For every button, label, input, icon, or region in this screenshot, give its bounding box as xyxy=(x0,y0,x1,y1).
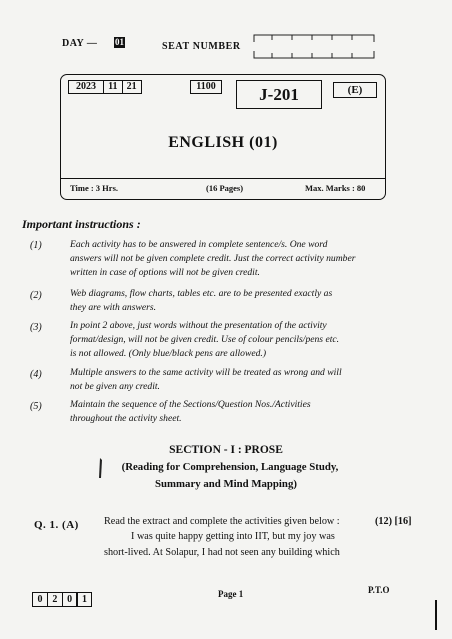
seat-number-label: SEAT NUMBER xyxy=(162,41,241,52)
question-marks: (12) [16] xyxy=(375,516,412,527)
instruction-line: not be given any credit. xyxy=(70,381,160,392)
day-value: 01 xyxy=(115,37,124,47)
section-title: SECTION - I : PROSE xyxy=(169,444,283,456)
exam-duration: Time : 3 Hrs. xyxy=(70,183,119,193)
instruction-line: In point 2 above, just words without the presentation of the activity xyxy=(70,320,327,331)
instruction-line: Each activity has to be answered in complete sentence/s. One word xyxy=(70,239,328,250)
question-text: Read the extract and complete the activities given below : xyxy=(104,516,340,527)
instruction-line: Web diagrams, flow charts, tables etc. are to be presented exactly as xyxy=(70,288,333,299)
instruction-line: throughout the activity sheet. xyxy=(70,413,182,424)
instruction-line: Maintain the sequence of the Sections/Question Nos./Activities xyxy=(70,399,311,410)
instruction-number: (5) xyxy=(30,401,42,412)
exam-time-code: 1100 xyxy=(190,80,222,94)
passage-line: I was quite happy getting into IIT, but my joy was xyxy=(131,531,335,542)
pto-label: P.T.O xyxy=(368,585,390,595)
instruction-line: answers will not be given complete credit. Just the correct activity number xyxy=(70,253,356,264)
instruction-line: written in case of options will not be given credit. xyxy=(70,267,260,278)
code-digit: 0 xyxy=(62,592,78,607)
seat-number-box xyxy=(252,33,376,60)
max-marks: Max. Marks : 80 xyxy=(305,183,366,193)
exam-date xyxy=(68,80,142,94)
instruction-number: (2) xyxy=(30,290,42,301)
instruction-number: (3) xyxy=(30,322,42,333)
date-month: 11 xyxy=(103,80,123,94)
header-divider xyxy=(60,178,386,179)
instruction-line: format/design, will not be given credit. Use of colour pencils/pens etc. xyxy=(70,334,340,345)
margin-mark-icon xyxy=(434,600,438,630)
subject-title: ENGLISH (01) xyxy=(168,134,278,151)
instruction-line: Multiple answers to the same activity will be treated as wrong and will xyxy=(70,367,342,378)
date-year: 2023 xyxy=(68,80,104,94)
instruction-line: they are with answers. xyxy=(70,302,156,313)
code-digit: 0 xyxy=(32,592,48,607)
code-digit: 1 xyxy=(76,592,92,607)
instruction-number: (1) xyxy=(30,240,42,251)
question-number: Q. 1. (A) xyxy=(34,519,79,531)
page-count: (16 Pages) xyxy=(206,183,244,193)
medium-label: (E) xyxy=(333,82,377,98)
passage-line: short-lived. At Solapur, I had not seen any building which xyxy=(104,547,340,558)
section-subtitle-line2: Summary and Mind Mapping) xyxy=(155,478,297,490)
section-subtitle-line1: (Reading for Comprehension, Language Study, xyxy=(121,461,339,473)
date-day: 21 xyxy=(122,80,142,94)
code-digit: 2 xyxy=(47,592,63,607)
instruction-number: (4) xyxy=(30,369,42,380)
page-number: Page 1 xyxy=(218,589,244,599)
paper-code: J-201 xyxy=(236,80,322,109)
instructions-title: Important instructions : xyxy=(22,217,141,231)
day-label: DAY — xyxy=(62,38,98,49)
paper-code-boxes xyxy=(32,592,91,607)
instruction-line: is not allowed. (Only blue/black pens are allowed.) xyxy=(70,348,267,359)
